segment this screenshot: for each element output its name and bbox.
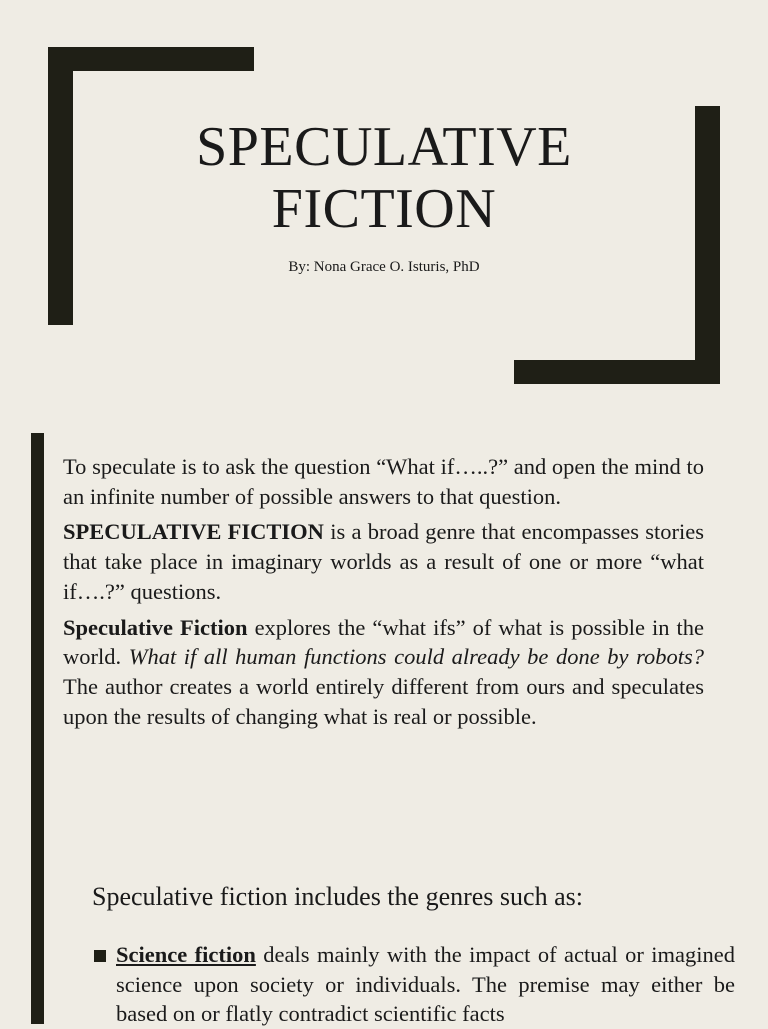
frame-bottom-right-horizontal bbox=[514, 360, 720, 384]
slide3-accent-bar bbox=[31, 866, 44, 1024]
square-bullet-icon bbox=[94, 950, 106, 962]
science-fiction-description: deals mainly with the impact of actual or imagined science upon society or individuals. The premise may either be based on or flatly contradict scientific facts bbox=[116, 942, 735, 1026]
term-speculative-fiction: Speculative Fiction bbox=[63, 614, 248, 640]
explores-text-b: The author creates a world entirely different from ours and speculates upon the results of changing what is real or possible. bbox=[63, 673, 704, 729]
term-speculative-fiction-caps: SPECULATIVE FICTION bbox=[63, 519, 324, 545]
slide2-body bbox=[63, 452, 704, 737]
slide2-accent-bar bbox=[31, 433, 44, 866]
author-byline: By: Nona Grace O. Isturis, PhD bbox=[288, 259, 480, 275]
robots-question: What if all human functions could already be done by robots? bbox=[128, 644, 704, 670]
term-science-fiction: Science fiction bbox=[116, 942, 256, 967]
bullet-text bbox=[116, 940, 735, 1029]
frame-top-left-horizontal bbox=[48, 47, 254, 71]
slide-title bbox=[0, 116, 768, 240]
bullet-science-fiction bbox=[92, 940, 735, 1029]
title-line-1: SPECULATIVE bbox=[196, 116, 572, 178]
paragraph-speculate: To speculate is to ask the question “What if…..?” and open the mind to an infinite number of possible answers to that question. bbox=[63, 454, 704, 509]
title-line-2: FICTION bbox=[271, 178, 497, 240]
paragraph-definition bbox=[63, 517, 704, 606]
genres-subheading: Speculative fiction includes the genres such as: bbox=[92, 882, 583, 911]
definition-text: is a broad genre that encompasses stories that take place in imaginary worlds as a result of one or more “what if….?” questions. bbox=[63, 519, 705, 604]
explores-text-a: explores the “what ifs” of what is possible in the world. bbox=[63, 614, 705, 670]
paragraph-explores bbox=[63, 613, 704, 732]
